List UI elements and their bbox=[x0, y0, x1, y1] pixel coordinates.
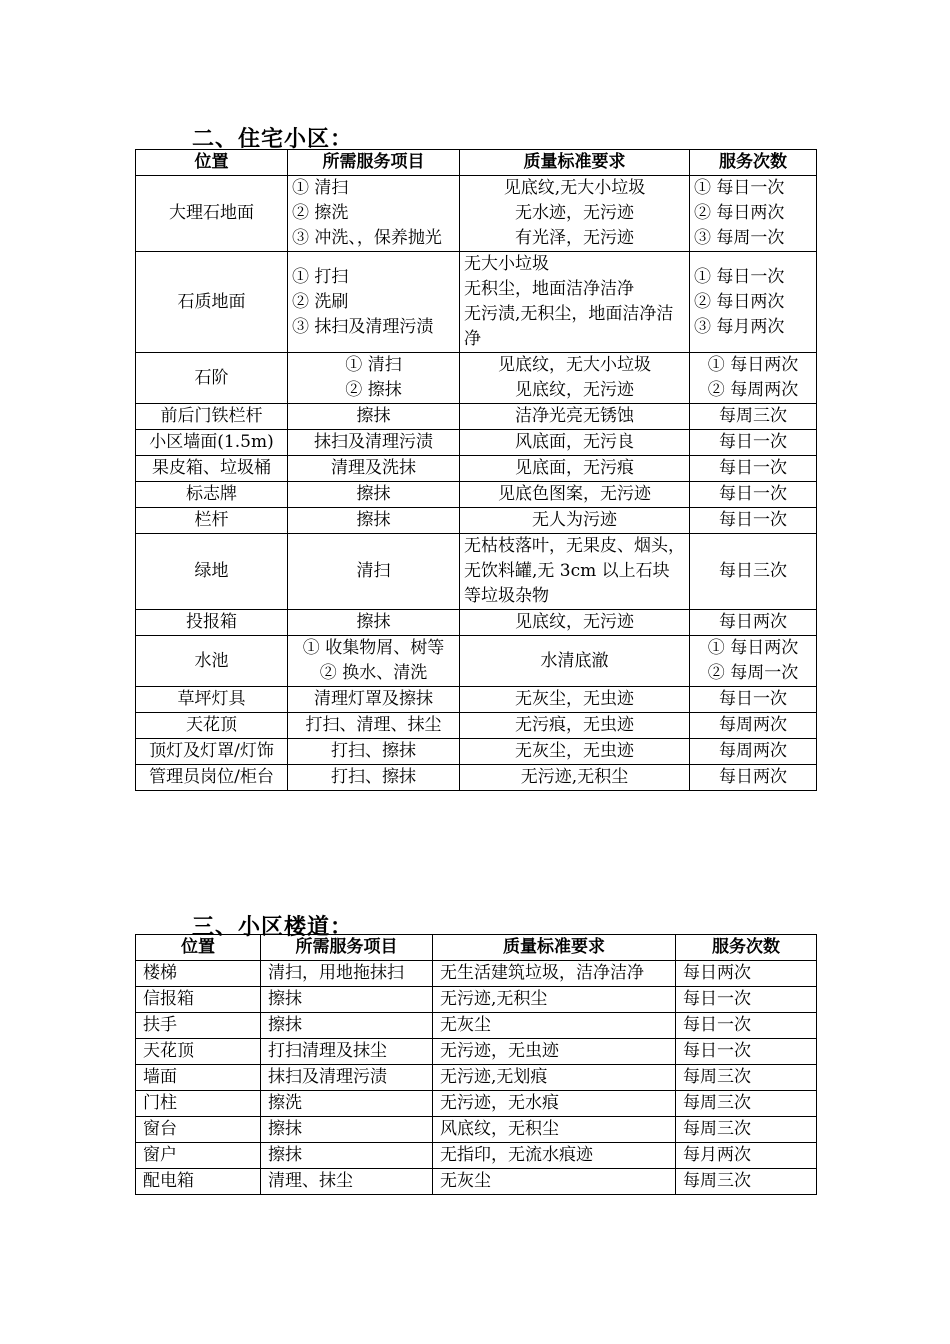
table-row bbox=[136, 176, 817, 252]
cell-line: ③ 每周一次 bbox=[694, 228, 785, 248]
service-items-cell bbox=[288, 456, 460, 482]
cell-line: ① 每日两次 bbox=[707, 355, 799, 375]
cell-line: 无人为污迹 bbox=[532, 510, 617, 530]
location-cell: 信报箱 bbox=[136, 987, 261, 1013]
section3-title: 三、小区楼道： bbox=[192, 915, 354, 940]
frequency-cell bbox=[690, 739, 817, 765]
service-items-cell: 清扫，用地拖抹扫 bbox=[261, 961, 433, 987]
cell-line: ② 擦洗 bbox=[292, 203, 349, 223]
location-cell bbox=[136, 456, 288, 482]
table-row bbox=[136, 610, 817, 636]
cell-line: 抹扫及清理污渍 bbox=[314, 432, 433, 452]
cell-text: 小区墙面(1.5m) bbox=[149, 432, 274, 452]
cell-line: ① 清扫 bbox=[345, 355, 402, 375]
cell-text: 天花顶 bbox=[186, 715, 237, 735]
quality-standard-cell: 无污迹,无划痕 bbox=[433, 1065, 676, 1091]
header-location: 位置 bbox=[136, 150, 288, 176]
cell-line: 有光泽，无污迹 bbox=[515, 228, 634, 248]
frequency-cell: 每日两次 bbox=[676, 961, 817, 987]
cell-text: 大理石地面 bbox=[169, 203, 254, 223]
cell-line: 无大小垃圾 bbox=[464, 254, 549, 274]
quality-standard-cell bbox=[460, 610, 690, 636]
cell-line: ② 每周两次 bbox=[707, 380, 799, 400]
table-row bbox=[136, 1091, 817, 1117]
frequency-cell bbox=[690, 353, 817, 404]
table-row bbox=[136, 482, 817, 508]
cell-line: 每日一次 bbox=[719, 484, 787, 504]
service-items-cell bbox=[288, 482, 460, 508]
cell-text: 果皮箱、垃圾桶 bbox=[152, 458, 271, 478]
cell-text: 管理员岗位/柜台 bbox=[149, 767, 274, 787]
table-header-row bbox=[136, 935, 817, 961]
service-items-cell: 打扫清理及抹尘 bbox=[261, 1039, 433, 1065]
cell-line: ② 每日两次 bbox=[694, 203, 785, 223]
quality-standard-cell: 无污迹,无积尘 bbox=[433, 987, 676, 1013]
quality-standard-cell: 无生活建筑垃圾，洁净洁净 bbox=[433, 961, 676, 987]
header-frequency: 服务次数 bbox=[690, 150, 817, 176]
cell-line: 无枯枝落叶，无果皮、烟头，无饮料罐,无 3cm 以上石块等垃圾杂物 bbox=[464, 536, 685, 606]
cell-line: 见底色图案，无污迹 bbox=[498, 484, 651, 504]
table-row bbox=[136, 1143, 817, 1169]
table-row bbox=[136, 765, 817, 791]
quality-standard-cell bbox=[460, 482, 690, 508]
cell-line: 擦抹 bbox=[356, 510, 391, 530]
service-items-cell bbox=[288, 534, 460, 610]
frequency-cell: 每周三次 bbox=[676, 1091, 817, 1117]
service-items-cell bbox=[288, 430, 460, 456]
cell-line: 每日一次 bbox=[719, 689, 787, 709]
cell-line: 打扫、擦抹 bbox=[331, 741, 416, 761]
table-row bbox=[136, 1013, 817, 1039]
service-items-cell bbox=[288, 636, 460, 687]
table-row bbox=[136, 252, 817, 353]
cell-text: 栏杆 bbox=[194, 510, 229, 530]
table-row bbox=[136, 1117, 817, 1143]
service-items-cell bbox=[288, 765, 460, 791]
location-cell bbox=[136, 534, 288, 610]
cell-text: 顶灯及灯罩/灯饰 bbox=[149, 741, 274, 761]
service-items-cell: 擦洗 bbox=[261, 1091, 433, 1117]
frequency-cell: 每周三次 bbox=[676, 1169, 817, 1195]
header-service-items: 所需服务项目 bbox=[261, 935, 433, 961]
table-row bbox=[136, 404, 817, 430]
cell-line: 见底面，无污痕 bbox=[515, 458, 634, 478]
cell-line: 每周三次 bbox=[719, 406, 787, 426]
header-service-items: 所需服务项目 bbox=[288, 150, 460, 176]
cell-line: 每日三次 bbox=[719, 561, 787, 581]
cell-line: 无水迹，无污迹 bbox=[515, 203, 634, 223]
cell-line: 无积尘，地面洁净洁净 bbox=[464, 279, 634, 299]
cell-line: 每日两次 bbox=[719, 767, 787, 787]
service-items-cell bbox=[288, 713, 460, 739]
location-cell bbox=[136, 252, 288, 353]
cell-line: 见底纹，无污迹 bbox=[515, 612, 634, 632]
header-quality-standard: 质量标准要求 bbox=[460, 150, 690, 176]
cell-line: ① 打扫 bbox=[292, 266, 349, 287]
table-row bbox=[136, 430, 817, 456]
table-row bbox=[136, 1169, 817, 1195]
table-row bbox=[136, 353, 817, 404]
header-location: 位置 bbox=[136, 935, 261, 961]
cell-text: 绿地 bbox=[194, 561, 229, 581]
location-cell bbox=[136, 713, 288, 739]
table-row bbox=[136, 961, 817, 987]
quality-standard-cell bbox=[460, 430, 690, 456]
table-row bbox=[136, 713, 817, 739]
frequency-cell: 每日一次 bbox=[676, 987, 817, 1013]
service-items-cell: 擦抹 bbox=[261, 1013, 433, 1039]
location-cell bbox=[136, 610, 288, 636]
cell-line: ① 每日一次 bbox=[694, 178, 785, 198]
cell-line: 清扫 bbox=[356, 561, 391, 581]
frequency-cell: 每月两次 bbox=[676, 1143, 817, 1169]
quality-standard-cell bbox=[460, 404, 690, 430]
quality-standard-cell: 无指印，无流水痕迹 bbox=[433, 1143, 676, 1169]
quality-standard-cell: 无污迹，无水痕 bbox=[433, 1091, 676, 1117]
cell-line: ③ 抹扫及清理污渍 bbox=[292, 316, 434, 337]
quality-standard-cell bbox=[460, 713, 690, 739]
service-items-cell bbox=[288, 739, 460, 765]
service-items-cell bbox=[288, 687, 460, 713]
frequency-cell: 每日一次 bbox=[676, 1039, 817, 1065]
location-cell bbox=[136, 739, 288, 765]
cell-text: 水池 bbox=[194, 650, 229, 671]
cell-line: 无污痕，无虫迹 bbox=[515, 715, 634, 735]
cell-line: 每日两次 bbox=[719, 612, 787, 632]
section2-title: 二、住宅小区： bbox=[192, 127, 354, 152]
location-cell bbox=[136, 353, 288, 404]
table-header-row bbox=[136, 150, 817, 176]
cell-line: 打扫、清理、抹尘 bbox=[305, 715, 442, 735]
quality-standard-cell bbox=[460, 176, 690, 252]
frequency-cell: 每日一次 bbox=[676, 1013, 817, 1039]
cell-line: ③ 每月两次 bbox=[694, 316, 785, 337]
cell-line: ① 每日两次 bbox=[707, 638, 799, 658]
quality-standard-cell: 无灰尘 bbox=[433, 1169, 676, 1195]
cell-text: 前后门铁栏杆 bbox=[160, 406, 263, 426]
frequency-cell bbox=[690, 636, 817, 687]
cell-line: 每日一次 bbox=[719, 510, 787, 530]
quality-standard-cell bbox=[460, 252, 690, 353]
location-cell bbox=[136, 404, 288, 430]
cell-line: 见底纹,无大小垃圾 bbox=[503, 178, 646, 198]
cell-line: 每周两次 bbox=[719, 741, 787, 761]
frequency-cell bbox=[690, 252, 817, 353]
location-cell: 墙面 bbox=[136, 1065, 261, 1091]
cell-line: 无污迹,无积尘 bbox=[520, 767, 629, 787]
table-row bbox=[136, 1039, 817, 1065]
cell-text: 草坪灯具 bbox=[177, 689, 246, 709]
cell-line: 见底纹，无大小垃圾 bbox=[498, 355, 651, 375]
quality-standard-cell bbox=[460, 456, 690, 482]
location-cell: 门柱 bbox=[136, 1091, 261, 1117]
service-items-cell: 抹扫及清理污渍 bbox=[261, 1065, 433, 1091]
table-row bbox=[136, 456, 817, 482]
service-items-cell: 擦抹 bbox=[261, 1117, 433, 1143]
cell-line: ② 擦抹 bbox=[345, 380, 402, 400]
cell-line: 无灰尘，无虫迹 bbox=[515, 689, 634, 709]
cell-line: 每周两次 bbox=[719, 715, 787, 735]
header-frequency: 服务次数 bbox=[676, 935, 817, 961]
frequency-cell bbox=[690, 176, 817, 252]
cell-line: ① 收集物屑、树等 bbox=[302, 638, 445, 658]
location-cell bbox=[136, 482, 288, 508]
location-cell: 扶手 bbox=[136, 1013, 261, 1039]
cell-line: 洁净光亮无锈蚀 bbox=[515, 406, 634, 426]
cell-line: 打扫、擦抹 bbox=[331, 767, 416, 787]
table-row bbox=[136, 508, 817, 534]
residential-area-table bbox=[135, 149, 817, 791]
location-cell bbox=[136, 508, 288, 534]
service-items-cell bbox=[288, 404, 460, 430]
quality-standard-cell bbox=[460, 765, 690, 791]
quality-standard-cell bbox=[460, 636, 690, 687]
location-cell: 配电箱 bbox=[136, 1169, 261, 1195]
frequency-cell bbox=[690, 482, 817, 508]
quality-standard-cell bbox=[460, 687, 690, 713]
frequency-cell bbox=[690, 687, 817, 713]
table-row bbox=[136, 1065, 817, 1091]
frequency-cell bbox=[690, 534, 817, 610]
cell-line: 擦抹 bbox=[356, 406, 391, 426]
frequency-cell bbox=[690, 404, 817, 430]
location-cell: 天花顶 bbox=[136, 1039, 261, 1065]
corridor-table bbox=[135, 934, 817, 1195]
service-items-cell bbox=[288, 610, 460, 636]
cell-line: ① 清扫 bbox=[292, 178, 349, 198]
location-cell bbox=[136, 636, 288, 687]
location-cell: 窗户 bbox=[136, 1143, 261, 1169]
cell-line: 每日一次 bbox=[719, 432, 787, 452]
service-items-cell: 清理、抹尘 bbox=[261, 1169, 433, 1195]
table-row bbox=[136, 636, 817, 687]
location-cell: 楼梯 bbox=[136, 961, 261, 987]
header-quality-standard: 质量标准要求 bbox=[433, 935, 676, 961]
cell-line: 清理灯罩及擦抹 bbox=[314, 689, 433, 709]
service-items-cell bbox=[288, 176, 460, 252]
cell-line: ② 洗刷 bbox=[292, 291, 349, 312]
service-items-cell: 擦抹 bbox=[261, 1143, 433, 1169]
cell-line: ② 换水、清洗 bbox=[319, 663, 428, 683]
quality-standard-cell bbox=[460, 739, 690, 765]
frequency-cell bbox=[690, 610, 817, 636]
table-row bbox=[136, 687, 817, 713]
cell-text: 标志牌 bbox=[186, 484, 237, 504]
cell-line: 擦抹 bbox=[356, 484, 391, 504]
quality-standard-cell bbox=[460, 508, 690, 534]
location-cell bbox=[136, 687, 288, 713]
service-items-cell: 擦抹 bbox=[261, 987, 433, 1013]
cell-line: 每日一次 bbox=[719, 458, 787, 478]
quality-standard-cell: 无灰尘 bbox=[433, 1013, 676, 1039]
location-cell bbox=[136, 176, 288, 252]
service-items-cell bbox=[288, 508, 460, 534]
location-cell bbox=[136, 765, 288, 791]
cell-line: ② 每日两次 bbox=[694, 291, 785, 312]
service-items-cell bbox=[288, 353, 460, 404]
cell-text: 石阶 bbox=[194, 367, 229, 388]
frequency-cell bbox=[690, 456, 817, 482]
cell-text: 投报箱 bbox=[186, 612, 237, 632]
quality-standard-cell bbox=[460, 534, 690, 610]
frequency-cell: 每周三次 bbox=[676, 1117, 817, 1143]
frequency-cell: 每周三次 bbox=[676, 1065, 817, 1091]
cell-line: 见底纹，无污迹 bbox=[515, 380, 634, 400]
frequency-cell bbox=[690, 508, 817, 534]
cell-line: ① 每日一次 bbox=[694, 266, 785, 287]
cell-text: 石质地面 bbox=[177, 291, 246, 312]
table-row bbox=[136, 739, 817, 765]
cell-line: ② 每周一次 bbox=[707, 663, 799, 683]
cell-line: 水清底澈 bbox=[540, 650, 609, 671]
location-cell: 窗台 bbox=[136, 1117, 261, 1143]
frequency-cell bbox=[690, 765, 817, 791]
cell-line: 清理及洗抹 bbox=[331, 458, 416, 478]
cell-line: ③ 冲洗、，保养抛光 bbox=[292, 228, 442, 248]
location-cell bbox=[136, 430, 288, 456]
quality-standard-cell: 风底纹，无积尘 bbox=[433, 1117, 676, 1143]
frequency-cell bbox=[690, 713, 817, 739]
cell-line: 擦抹 bbox=[356, 612, 391, 632]
quality-standard-cell: 无污迹，无虫迹 bbox=[433, 1039, 676, 1065]
quality-standard-cell bbox=[460, 353, 690, 404]
table-row bbox=[136, 987, 817, 1013]
cell-line: 无污渍,无积尘，地面洁净洁净 bbox=[464, 304, 674, 349]
cell-line: 无灰尘，无虫迹 bbox=[515, 741, 634, 761]
cell-line: 风底面，无污良 bbox=[515, 432, 634, 452]
frequency-cell bbox=[690, 430, 817, 456]
table-row bbox=[136, 534, 817, 610]
service-items-cell bbox=[288, 252, 460, 353]
